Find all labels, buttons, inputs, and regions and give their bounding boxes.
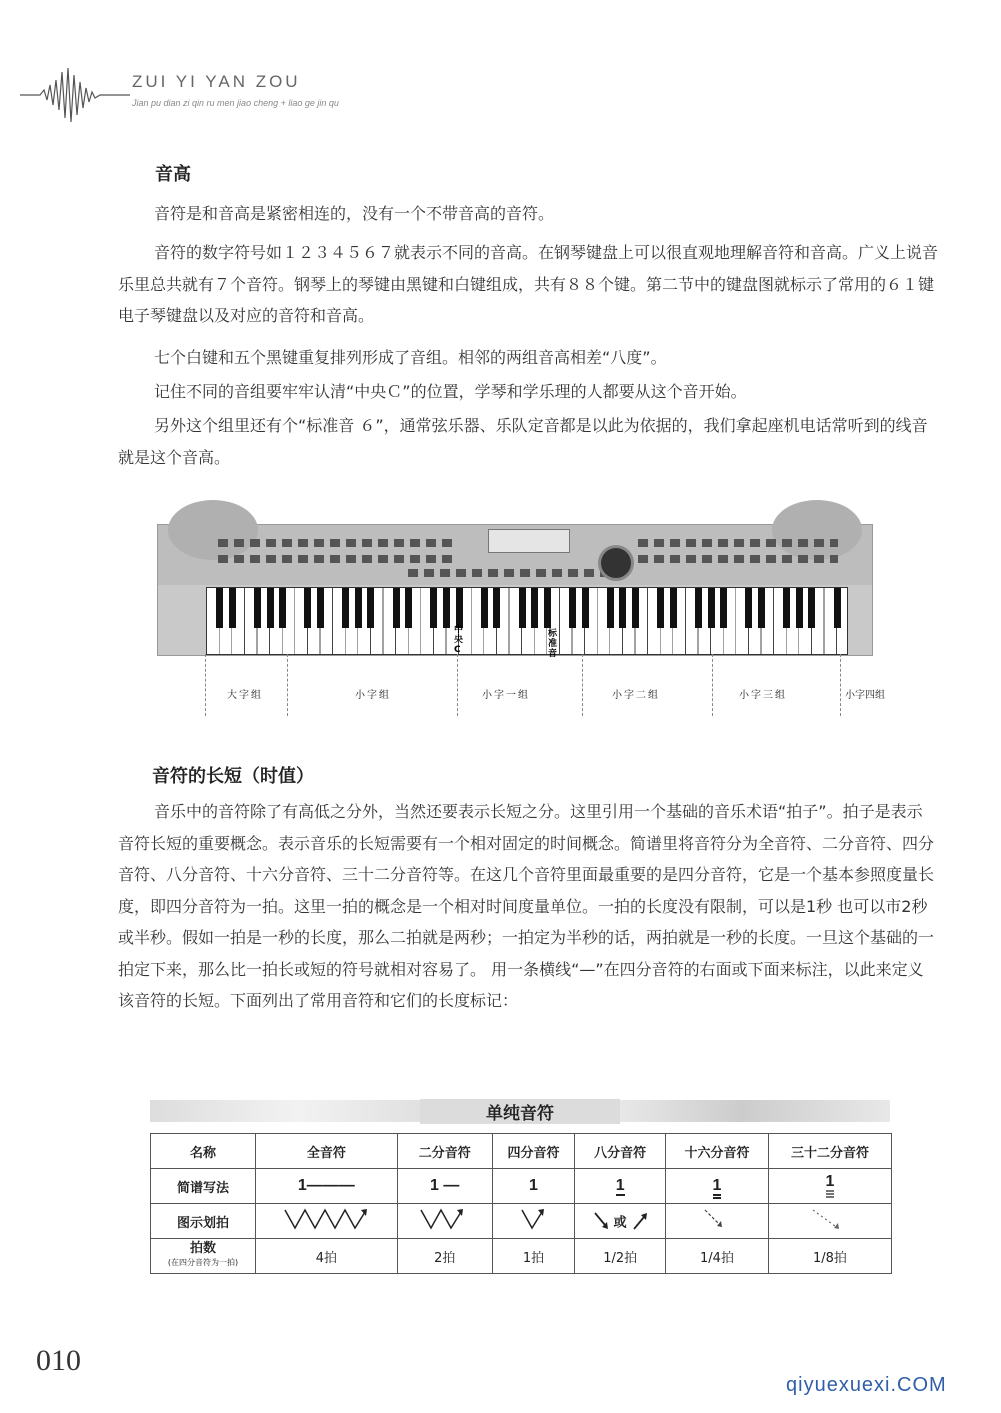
beat-gesture-1-icon — [514, 1206, 554, 1232]
table-cell: 4拍 — [256, 1239, 398, 1274]
table-cell — [256, 1169, 398, 1204]
table-cell — [397, 1204, 492, 1239]
header-subtitle: Jian pu dian zi qin ru men jiao cheng + liao ge jin qu — [132, 98, 339, 108]
table-cell — [575, 1204, 666, 1239]
table-cell — [666, 1169, 769, 1204]
black-key — [229, 588, 236, 628]
black-key — [456, 588, 463, 628]
table-row — [151, 1134, 892, 1169]
soundwave-logo-icon — [20, 60, 130, 130]
black-key — [607, 588, 614, 628]
black-key — [619, 588, 626, 628]
black-key — [493, 588, 500, 628]
arrow-down-icon — [592, 1210, 610, 1232]
button-row — [408, 569, 608, 577]
group-label: 小字三组 — [739, 690, 787, 701]
black-key — [544, 588, 551, 628]
table-cell — [666, 1204, 769, 1239]
row-label: 图示划拍 — [151, 1204, 256, 1239]
black-key — [670, 588, 677, 628]
black-key — [317, 588, 324, 628]
black-key — [808, 588, 815, 628]
page-number: 010 — [36, 1344, 81, 1377]
section-heading-duration: 音符的长短（时值） — [152, 766, 314, 787]
black-key — [430, 588, 437, 628]
middle-c-label: 中央C — [454, 625, 464, 655]
black-key — [834, 588, 841, 628]
group-divider — [582, 654, 583, 716]
paragraph: 另外这个组里还有个“标准音 ６”，通常弦乐器、乐队定音都是以此为依据的，我们拿起座机电话常听到的线音就是这个音高。 — [118, 416, 928, 467]
keyboard-image — [157, 524, 873, 659]
octave-groups — [157, 654, 897, 718]
table-title: 单纯音符 — [420, 1099, 620, 1124]
black-key — [569, 588, 576, 628]
group-divider — [840, 654, 841, 716]
black-key — [267, 588, 274, 628]
black-key — [519, 588, 526, 628]
notation: 1 — — [430, 1177, 460, 1194]
table-cell — [256, 1204, 398, 1239]
black-key — [758, 588, 765, 628]
group-label: 大字组 — [227, 690, 263, 701]
paragraph: 记住不同的音组要牢牢认清“中央Ｃ”的位置，学琴和学乐理的人都要从这个音开始。 — [154, 382, 747, 401]
table-cell — [492, 1169, 575, 1204]
section-heading-pitch: 音高 — [155, 164, 191, 185]
arrow-up-icon — [631, 1210, 649, 1232]
table-cell: 全音符 — [256, 1134, 398, 1169]
table-cell — [397, 1169, 492, 1204]
black-key — [393, 588, 400, 628]
black-key — [657, 588, 664, 628]
beats-note: (在四分音符为一拍) — [167, 1258, 239, 1267]
group-label: 小字一组 — [482, 690, 530, 701]
table-cell: 2拍 — [397, 1239, 492, 1274]
paragraph: 音符的数字符号如１２３４５６７就表示不同的音高。在钢琴键盘上可以很直观地理解音符和音高。广义上说音乐里总共就有７个音符。钢琴上的琴键由黑键和白键组成，共有８８个键。第二节中的键盘图就标示了常用的６１键电子琴键盘以及对应的音符和音高。 — [118, 243, 939, 325]
table-cell: 四分音符 — [492, 1134, 575, 1169]
black-key — [342, 588, 349, 628]
black-key — [632, 588, 639, 628]
keyboard-panel — [158, 525, 872, 585]
table-cell — [768, 1204, 891, 1239]
black-key — [481, 588, 488, 628]
black-key — [745, 588, 752, 628]
group-divider — [287, 654, 288, 716]
triple-underline-icon — [825, 1190, 835, 1198]
or-label: 或 — [613, 1215, 627, 1231]
table-cell: 1拍 — [492, 1239, 575, 1274]
lcd-screen — [488, 529, 570, 553]
beats-label: 拍数 — [189, 1241, 216, 1256]
black-key — [582, 588, 589, 628]
table-cell — [768, 1169, 891, 1204]
dotted-arrow-icon — [805, 1206, 855, 1232]
black-key — [254, 588, 261, 628]
paragraph: 音乐中的音符除了有高低之分外，当然还要表示长短之分。这里引用一个基础的音乐术语“拍子”。拍子是表示音符长短的重要概念。表示音乐的长短需要有一个相对固定的时间概念。简谱里将音符分为全音符、二分音符、四分音符、八分音符、十六分音符、三十二分音符等。在这几个音符里面最重要的是四分音符，它是一个基本参照度量长度，即四分音符为一拍。这里一拍的概念是一个相对时间度量单位。一拍的长度没有限制，可以是1秒 也可以市2秒或半秒。假如一拍是一秒的长度，那么二拍就是两秒；一拍定为半秒的话，两拍就是一秒的长度。一旦这个基础的一拍定下来，那么比一拍长或短的符号就相对容易了。 用一条横线“—”在四分音符的右面或下面来标注，以此来定义该音符的长短。下面列出了常用音符和它们的长度标记： — [118, 802, 935, 1010]
group-divider — [205, 654, 206, 716]
table-cell — [492, 1204, 575, 1239]
table-cell: 十六分音符 — [666, 1134, 769, 1169]
table-cell — [575, 1169, 666, 1204]
black-key — [695, 588, 702, 628]
black-key — [405, 588, 412, 628]
table-cell: 1/2拍 — [575, 1239, 666, 1274]
row-label — [151, 1239, 256, 1274]
paragraph: 七个白键和五个黑键重复排列形成了音组。相邻的两组音高相差“八度”。 — [154, 348, 667, 367]
notation: 1 — [615, 1177, 625, 1194]
notation: 1 — [825, 1173, 835, 1190]
table-cell: 八分音符 — [575, 1134, 666, 1169]
beat-gesture-4-icon — [281, 1206, 371, 1232]
table-row — [151, 1239, 892, 1274]
notation: 1——— — [297, 1177, 355, 1194]
piano-keys — [206, 587, 848, 655]
black-key — [367, 588, 374, 628]
table-cell: 1/4拍 — [666, 1239, 769, 1274]
speaker-icon — [772, 500, 862, 560]
button-row — [218, 539, 458, 547]
table-cell: 三十二分音符 — [768, 1134, 891, 1169]
black-key — [708, 588, 715, 628]
header-title: ZUI YI YAN ZOU — [132, 72, 301, 91]
black-key — [443, 588, 450, 628]
table-cell: 1/8拍 — [768, 1239, 891, 1274]
note-duration-table — [150, 1133, 892, 1274]
black-key — [783, 588, 790, 628]
button-row — [638, 555, 838, 563]
table-cell: 二分音符 — [397, 1134, 492, 1169]
table-row — [151, 1169, 892, 1204]
black-key — [720, 588, 727, 628]
black-key — [304, 588, 311, 628]
group-divider — [457, 654, 458, 716]
group-divider — [712, 654, 713, 716]
group-label: 小字四组 — [845, 690, 885, 701]
table-row — [151, 1204, 892, 1239]
group-label: 小字组 — [355, 690, 391, 701]
group-label: 小字二组 — [612, 690, 660, 701]
speaker-icon — [168, 500, 258, 560]
black-key — [279, 588, 286, 628]
notation: 1 — [713, 1177, 722, 1199]
button-row — [218, 555, 458, 563]
notation: 1 — [529, 1177, 538, 1194]
beat-gesture-2-icon — [415, 1206, 475, 1232]
black-key — [355, 588, 362, 628]
black-key — [216, 588, 223, 628]
row-label: 名称 — [151, 1134, 256, 1169]
watermark: qiyuexuexi.COM — [786, 1374, 947, 1396]
paragraph: 音符是和音高是紧密相连的，没有一个不带音高的音符。 — [154, 204, 555, 223]
dial-icon — [598, 545, 634, 581]
standard-pitch-label: 标准音 — [548, 629, 558, 659]
short-arrow-icon — [697, 1206, 737, 1232]
button-row — [638, 539, 838, 547]
black-key — [796, 588, 803, 628]
row-label: 简谱写法 — [151, 1169, 256, 1204]
black-key — [531, 588, 538, 628]
